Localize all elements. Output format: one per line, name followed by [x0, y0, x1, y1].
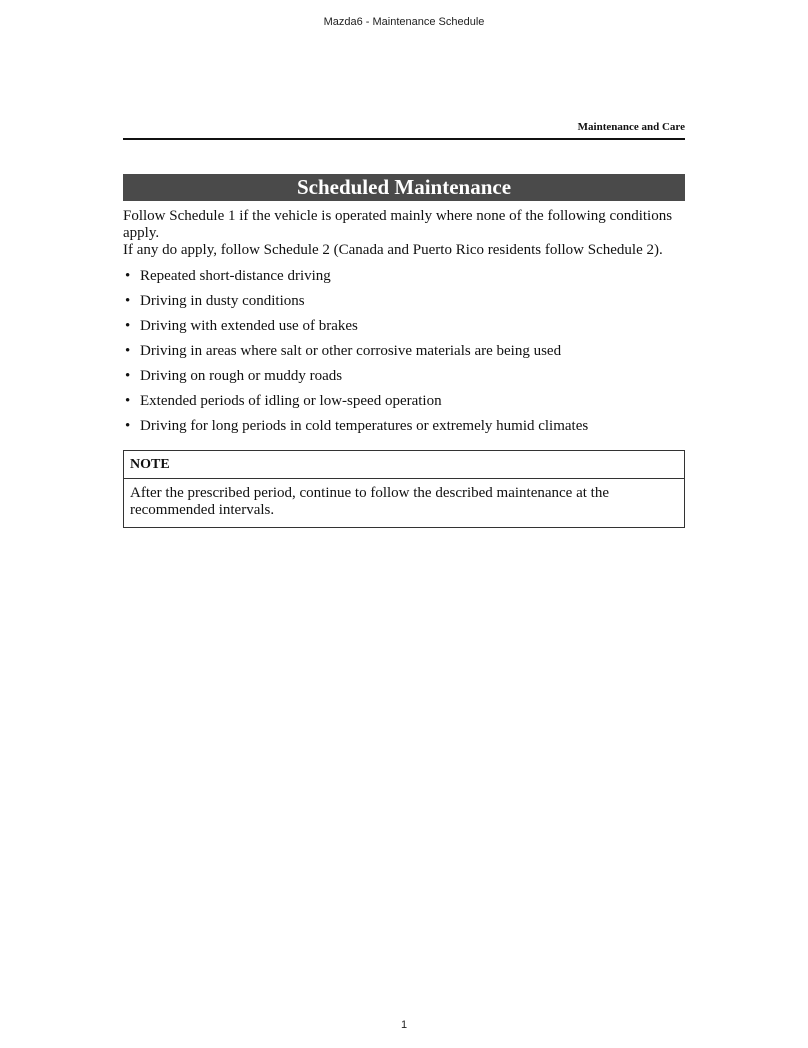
- note-box: [123, 450, 685, 528]
- list-item-text: Repeated short-distance driving: [140, 268, 331, 284]
- list-item-text: Driving in areas where salt or other corrosive materials are being used: [140, 343, 562, 359]
- section-header: Maintenance and Care: [577, 121, 685, 133]
- bullet-icon: •: [125, 268, 131, 284]
- list-item-text: Driving with extended use of brakes: [140, 318, 358, 334]
- list-item-text: Extended periods of idling or low-speed operation: [140, 393, 442, 409]
- intro-text: [123, 208, 685, 259]
- list-item: [123, 318, 685, 343]
- list-item: [123, 268, 685, 293]
- bullet-icon: •: [125, 318, 131, 334]
- list-item-text: Driving on rough or muddy roads: [140, 368, 343, 384]
- bullet-icon: •: [125, 368, 131, 384]
- conditions-list: [123, 268, 685, 443]
- bullet-icon: •: [125, 418, 131, 434]
- bullet-icon: •: [125, 393, 131, 409]
- intro-paragraph-1: Follow Schedule 1 if the vehicle is operated mainly where none of the following conditions apply.: [123, 208, 673, 241]
- note-text: After the prescribed period, continue to follow the described maintenance at the recommended intervals.: [130, 485, 609, 518]
- bullet-icon: •: [125, 343, 131, 359]
- header-divider: [123, 138, 685, 140]
- note-label: NOTE: [124, 451, 684, 479]
- intro-paragraph-2: If any do apply, follow Schedule 2 (Canada and Puerto Rico residents follow Schedule 2).: [123, 242, 663, 258]
- bullet-icon: •: [125, 293, 131, 309]
- page-heading: Scheduled Maintenance: [123, 174, 685, 201]
- list-item: [123, 368, 685, 393]
- list-item-text: Driving in dusty conditions: [140, 293, 305, 309]
- page-number: 1: [400, 1019, 408, 1031]
- list-item-text: Driving for long periods in cold temperatures or extremely humid climates: [140, 418, 589, 434]
- document-title: Mazda6 - Maintenance Schedule: [323, 16, 485, 28]
- list-item: [123, 418, 685, 443]
- list-item: [123, 393, 685, 418]
- list-item: [123, 293, 685, 318]
- list-item: [123, 343, 685, 368]
